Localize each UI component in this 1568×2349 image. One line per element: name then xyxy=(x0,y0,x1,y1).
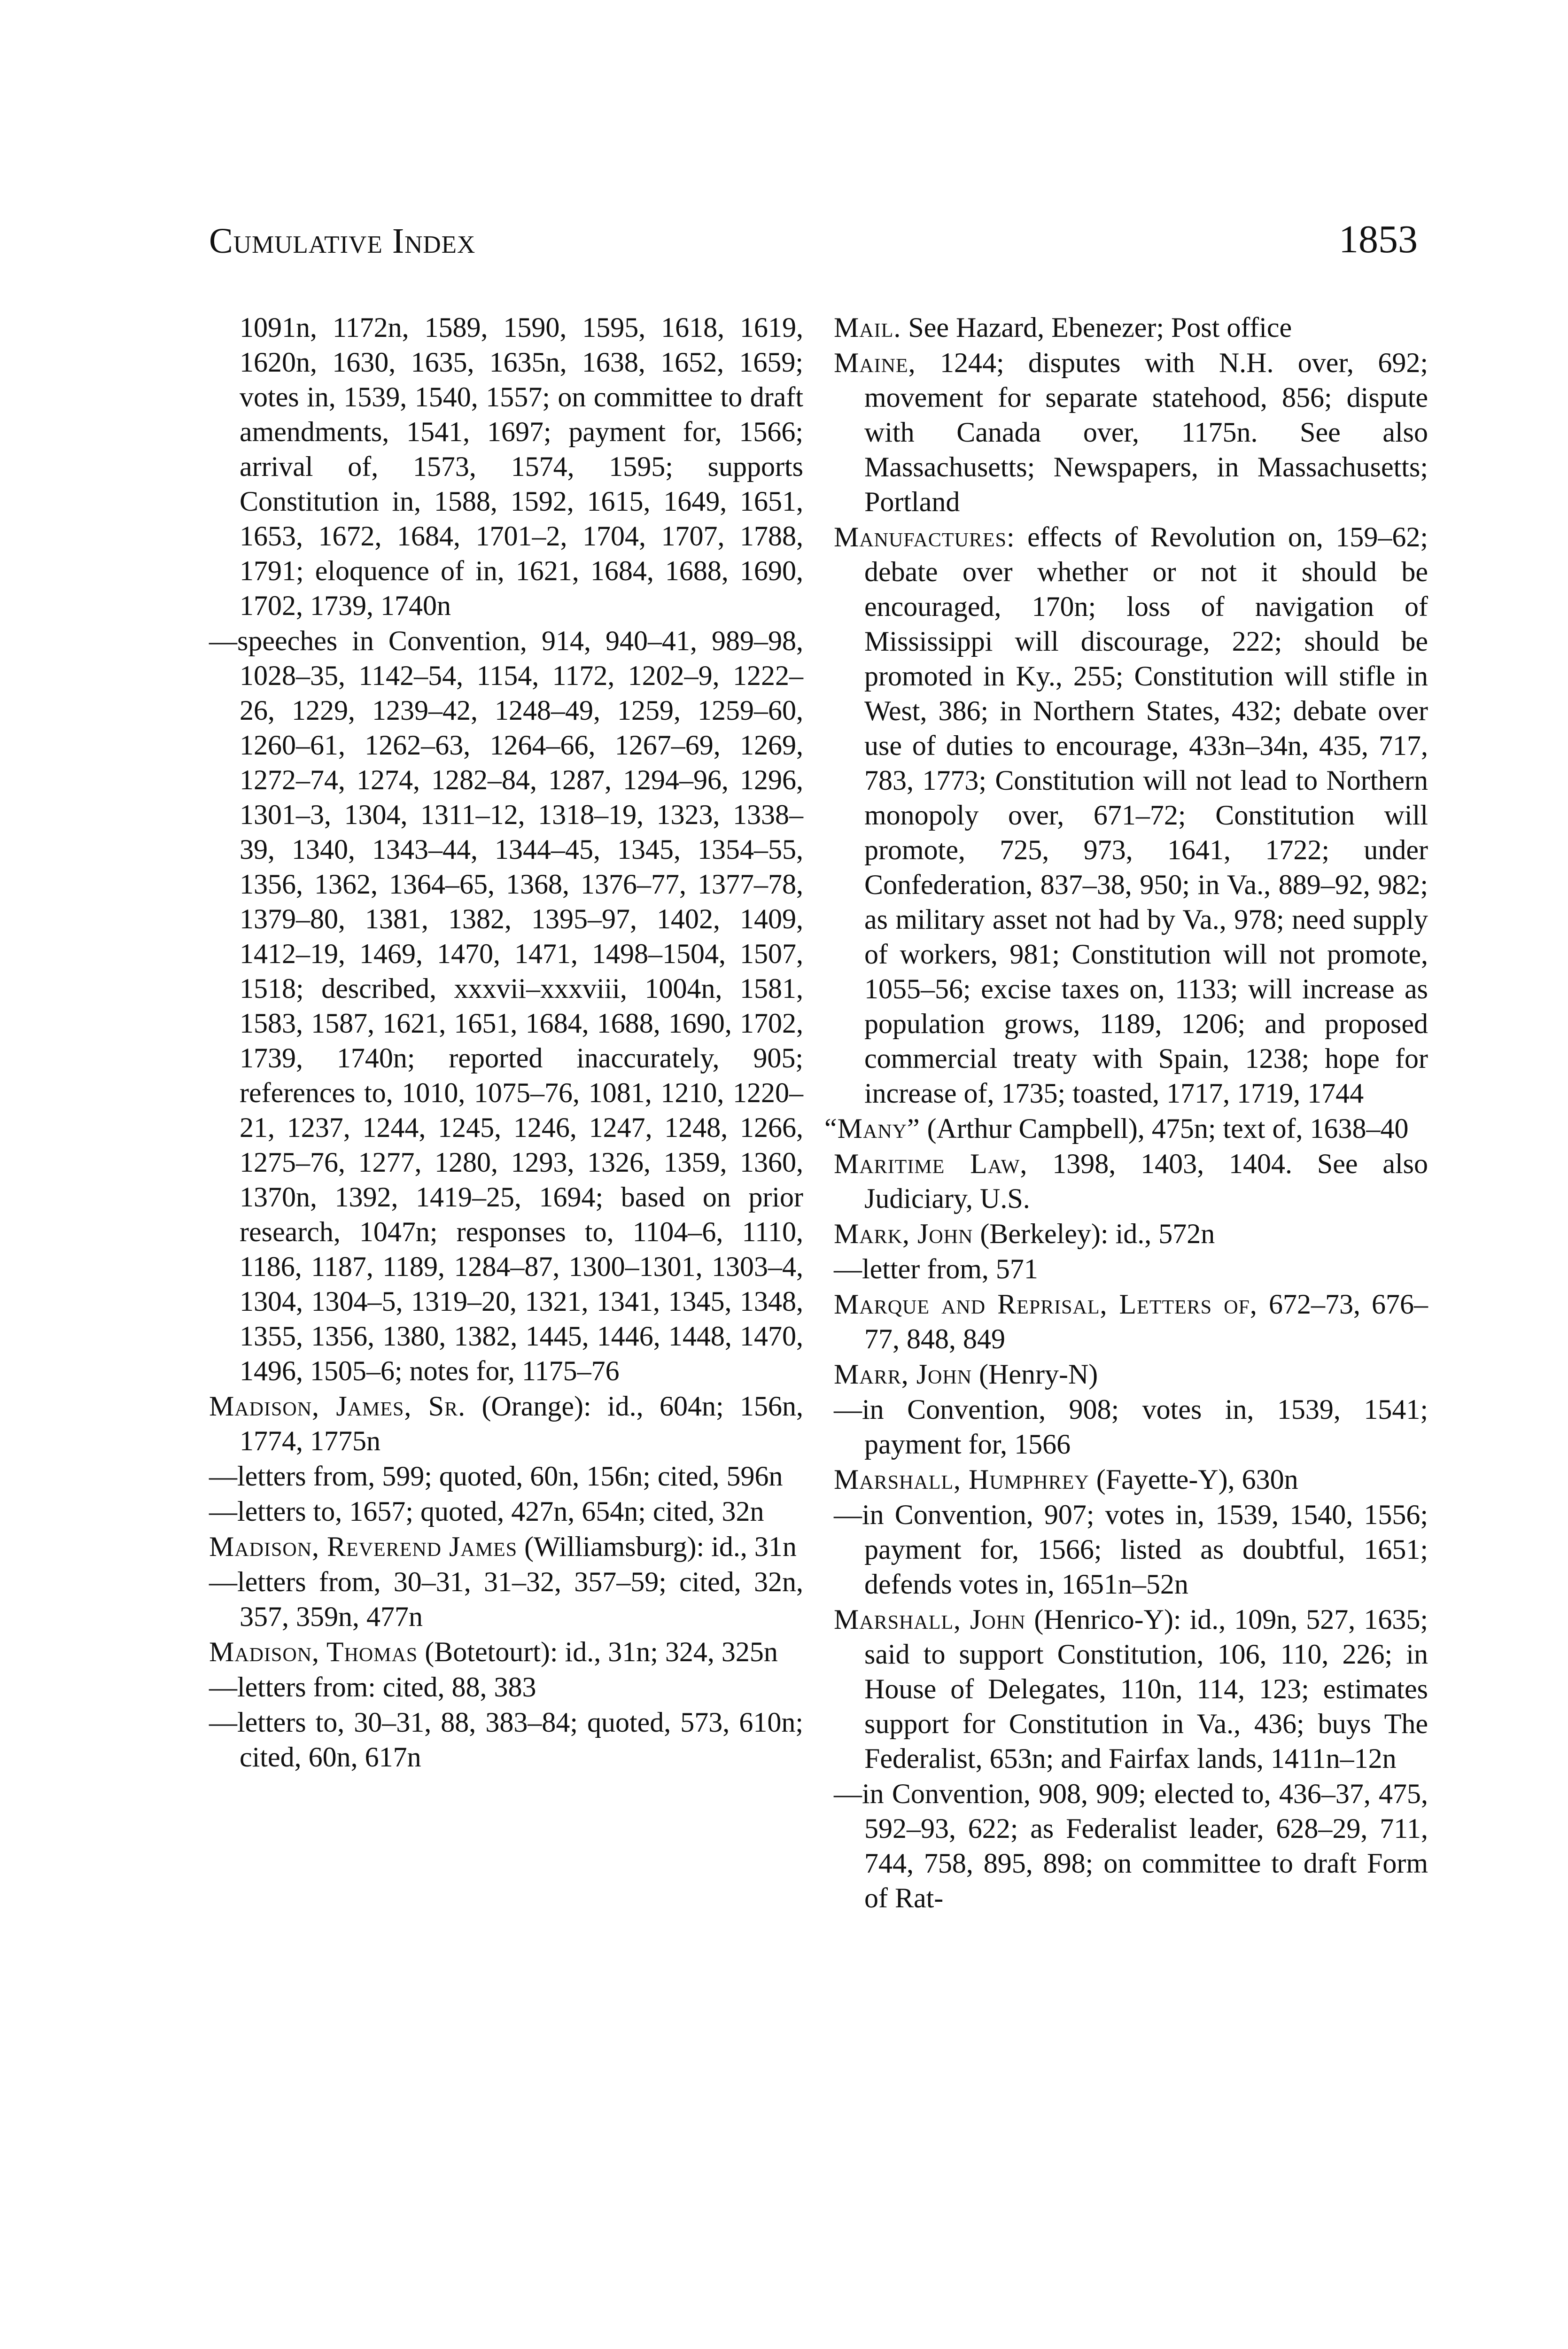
index-entry: Maritime Law, 1398, 1403, 1404. See also Judiciary, U.S. xyxy=(834,1148,1428,1214)
index-subentry: —in Convention, 908; votes in, 1539, 1541; payment for, 1566 xyxy=(834,1394,1428,1460)
running-head-title: Cumulative Index xyxy=(209,221,476,261)
index-entry: Mark, John (Berkeley): id., 572n xyxy=(834,1218,1215,1249)
index-entry: Madison, James, Sr. (Orange): id., 604n; 156n, 1774, 1775n xyxy=(209,1391,803,1456)
page-number: 1853 xyxy=(1339,218,1418,261)
index-subentry: —letter from, 571 xyxy=(834,1253,1038,1284)
index-subentry: —letters from: cited, 88, 383 xyxy=(209,1672,536,1703)
index-subentry: —in Convention, 907; votes in, 1539, 1540, 1556; payment for, 1566; listed as doubtful, 1651; defends votes in, 1651n–52n xyxy=(834,1499,1428,1600)
index-entry: Mail. See Hazard, Ebenezer; Post office xyxy=(834,312,1292,343)
index-subentry: —speeches in Convention, 914, 940–41, 989–98, 1028–35, 1142–54, 1154, 1172, 1202–9, 1222–26, 1229, 1239–42, 1248–49, 1259, 1259–60, 1260–61, 1262–63, 1264–66, 1267–69, 1269, 1272–74, 1274, 1282–84, 1287, 1294–96, 1296, 1301–3, 1304, 1311–12, 1318–19, 1323, 1338–39, 1340, 1343–44, 1344–45, 1345, 1354–55, 1356, 1362, 1364–65, 1368, 1376–77, 1377–78, 1379–80, 1381, 1382, 1395–97, 1402, 1409, 1412–19, 1469, 1470, 1471, 1498–1504, 1507, 1518; described, xxxvii–xxxviii, 1004n, 1581, 1583, 1587, 1621, 1651, 1684, 1688, 1690, 1702, 1739, 1740n; reported inaccurately, 905; references to, 1010, 1075–76, 1081, 1210, 1220–21, 1237, 1244, 1245, 1246, 1247, 1248, 1266, 1275–76, 1277, 1280, 1293, 1326, 1359, 1360, 1370n, 1392, 1419–25, 1694; based on prior research, 1047n; responses to, 1104–6, 1110, 1186, 1187, 1189, 1284–87, 1300–1301, 1303–4, 1304, 1304–5, 1319–20, 1321, 1341, 1345, 1348, 1355, 1356, 1380, 1382, 1445, 1446, 1448, 1470, 1496, 1505–6; notes for, 1175–76 xyxy=(209,625,803,1386)
index-subentry: —letters to, 30–31, 88, 383–84; quoted, 573, 610n; cited, 60n, 617n xyxy=(209,1707,803,1773)
left-column xyxy=(209,310,803,1775)
right-column xyxy=(824,310,1428,1916)
index-entry: Marshall, Humphrey (Fayette-Y), 630n xyxy=(834,1464,1298,1495)
index-entry: Maine, 1244; disputes with N.H. over, 692; movement for separate statehood, 856; dispute with Canada over, 1175n. See also Massachusetts; Newspapers, in Massachusetts; Portland xyxy=(834,347,1428,517)
index-subentry: —letters to, 1657; quoted, 427n, 654n; cited, 32n xyxy=(209,1496,764,1527)
index-entry: Manufactures: effects of Revolution on, 159–62; debate over whether or not it should be encouraged, 170n; loss of navigation of Mississippi will discourage, 222; should be promoted in Ky., 255; Constitution will stifle in West, 386; in Northern States, 432; debate over use of duties to encourage, 433n–34n, 435, 717, 783, 1773; Constitution will not lead to Northern monopoly over, 671–72; Constitution will promote, 725, 973, 1641, 1722; under Confederation, 837–38, 950; in Va., 889–92, 982; as military asset not had by Va., 978; need supply of workers, 981; Constitution will not promote, 1055–56; excise taxes on, 1133; will increase as population grows, 1189, 1206; and proposed commercial treaty with Spain, 1238; hope for increase of, 1735; toasted, 1717, 1719, 1744 xyxy=(834,521,1428,1109)
index-entry: “Many” (Arthur Campbell), 475n; text of, 1638–40 xyxy=(824,1113,1409,1144)
index-entry: Marshall, John (Henrico-Y): id., 109n, 527, 1635; said to support Constitution, 106, 110, 226; in House of Delegates, 110n, 114, 123; estimates support for Constitution in Va., 436; buys The Federalist, 653n; and Fairfax lands, 1411n–12n xyxy=(834,1604,1428,1774)
index-entry: Marque and Reprisal, Letters of, 672–73, 676–77, 848, 849 xyxy=(834,1289,1428,1354)
index-subentry: —letters from, 599; quoted, 60n, 156n; cited, 596n xyxy=(209,1461,783,1492)
index-subentry: —in Convention, 908, 909; elected to, 436–37, 475, 592–93, 622; as Federalist leader, 628–29, 711, 744, 758, 895, 898; on committee to draft Form of Rat- xyxy=(834,1778,1428,1913)
index-entry: Madison, Reverend James (Williamsburg): id., 31n xyxy=(209,1531,797,1562)
index-subentry: —letters from, 30–31, 31–32, 357–59; cited, 32n, 357, 359n, 477n xyxy=(209,1566,803,1632)
index-entry: 1091n, 1172n, 1589, 1590, 1595, 1618, 1619, 1620n, 1630, 1635, 1635n, 1638, 1652, 1659; votes in, 1539, 1540, 1557; on committee to draft amendments, 1541, 1697; payment for, 1566; arrival of, 1573, 1574, 1595; supports Constitution in, 1588, 1592, 1615, 1649, 1651, 1653, 1672, 1684, 1701–2, 1704, 1707, 1788, 1791; eloquence of in, 1621, 1684, 1688, 1690, 1702, 1739, 1740n xyxy=(240,312,803,621)
index-entry: Madison, Thomas (Botetourt): id., 31n; 324, 325n xyxy=(209,1636,778,1667)
index-entry: Marr, John (Henry-N) xyxy=(834,1359,1098,1390)
